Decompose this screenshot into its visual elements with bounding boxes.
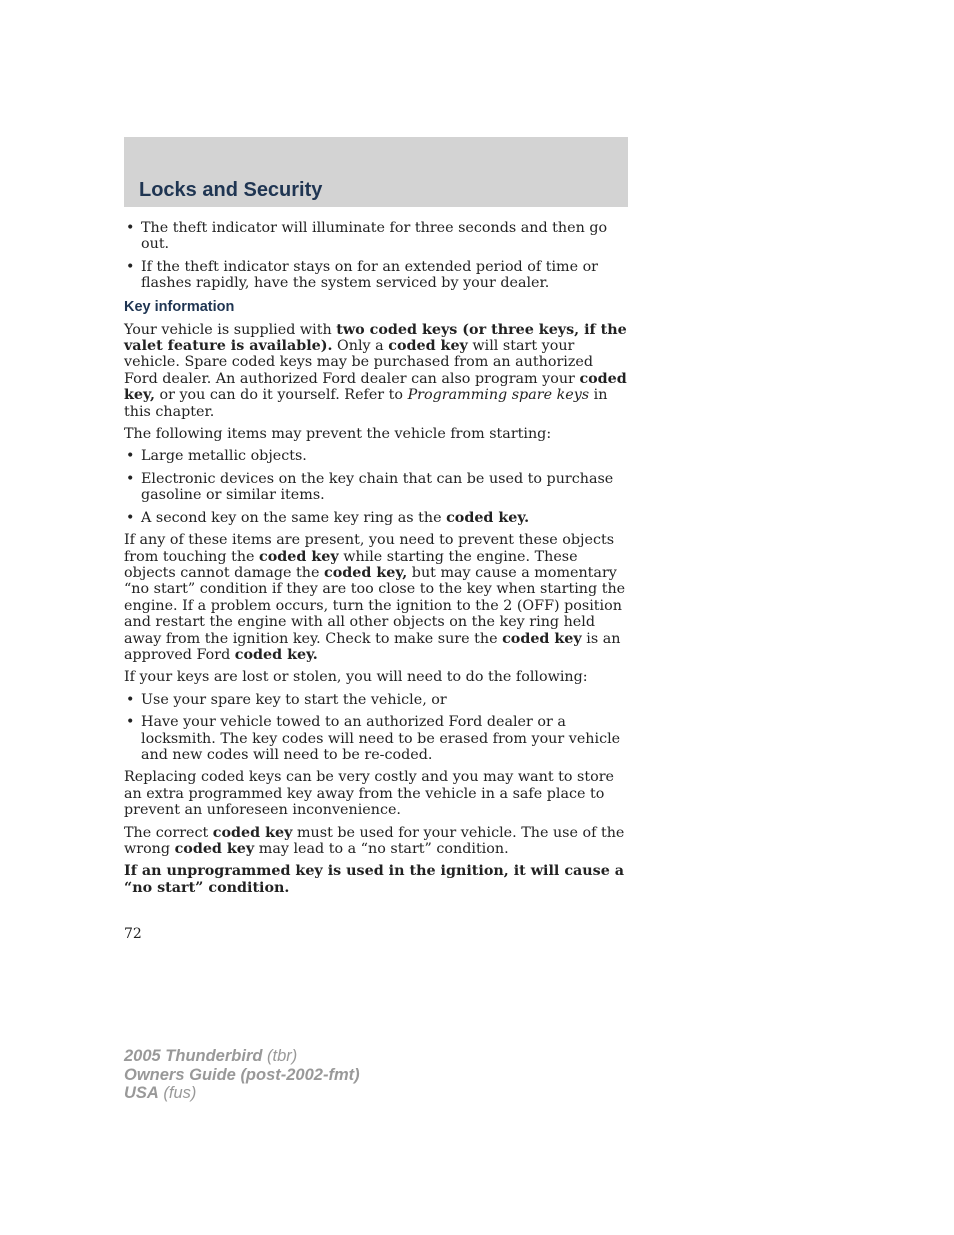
warning-paragraph: If an unprogrammed key is used in the ignition, it will cause a “no start” condition.: [124, 863, 625, 896]
page-body: [124, 220, 630, 902]
paragraph-coded-keys: Your vehicle is supplied with two coded keys (or three keys, if the valet feature is available). Only a coded key will start your vehicle. Spare coded keys may be purchased from an authorized Ford dealer. An authorized Ford dealer can also program your coded key, or you can do it yourself. Refer to Programming spare keys in this chapter.: [124, 321, 627, 420]
page-number: 72: [124, 926, 142, 942]
prevent-start-list: [124, 448, 630, 526]
footer-line: Owners Guide (post-2002-fmt): [124, 1065, 360, 1084]
lost-keys-list: [124, 692, 630, 764]
paragraph-prevent-start: The following items may prevent the vehicle from starting:: [124, 426, 552, 443]
footer-line: 2005 Thunderbird (tbr): [124, 1047, 298, 1065]
list-item: • Have your vehicle towed to an authorized Ford dealer or a locksmith. The key codes will need to be erased from your vehicle and new codes will need to be re-coded.: [124, 714, 630, 763]
theft-indicator-list: [124, 220, 630, 292]
paragraph-correct-key: The correct coded key must be used for your vehicle. The use of the wrong coded key may lead to a “no start” condition.: [124, 824, 625, 857]
list-item: • Electronic devices on the key chain that can be used to purchase gasoline or similar items.: [124, 471, 630, 504]
list-item: • Use your spare key to start the vehicle, or: [124, 692, 630, 708]
section-title: Locks and Security: [139, 179, 323, 201]
paragraph-lost-keys: If your keys are lost or stolen, you will need to do the following:: [124, 669, 588, 686]
list-item: • The theft indicator will illuminate for three seconds and then go out.: [124, 220, 630, 253]
list-item: • A second key on the same key ring as the coded key.: [124, 510, 630, 526]
paragraph-objects-present: If any of these items are present, you need to prevent these objects from touching the coded key while starting the engine. These objects cannot damage the coded key, but may cause a momentary “no start” condition if they are too close to the key when starting the engine. If a problem occurs, turn the ignition to the 2 (OFF) position and restart the engine with all other objects on the key ring held away from the ignition key. Check to make sure the coded key is an approved Ford coded key.: [124, 532, 626, 663]
key-information-heading: Key information: [124, 298, 235, 315]
paragraph-replacing-keys: Replacing coded keys can be very costly and you may want to store an extra programmed key away from the vehicle in a safe place to prevent an unforeseen inconvenience.: [124, 769, 614, 819]
document-footer: [124, 1047, 360, 1103]
footer-line: USA (fus): [124, 1084, 197, 1102]
cross-reference: Programming spare keys: [407, 387, 590, 404]
list-item: • Large metallic objects.: [124, 448, 630, 464]
list-item: • If the theft indicator stays on for an extended period of time or flashes rapidly, have the system serviced by your dealer.: [124, 259, 630, 292]
